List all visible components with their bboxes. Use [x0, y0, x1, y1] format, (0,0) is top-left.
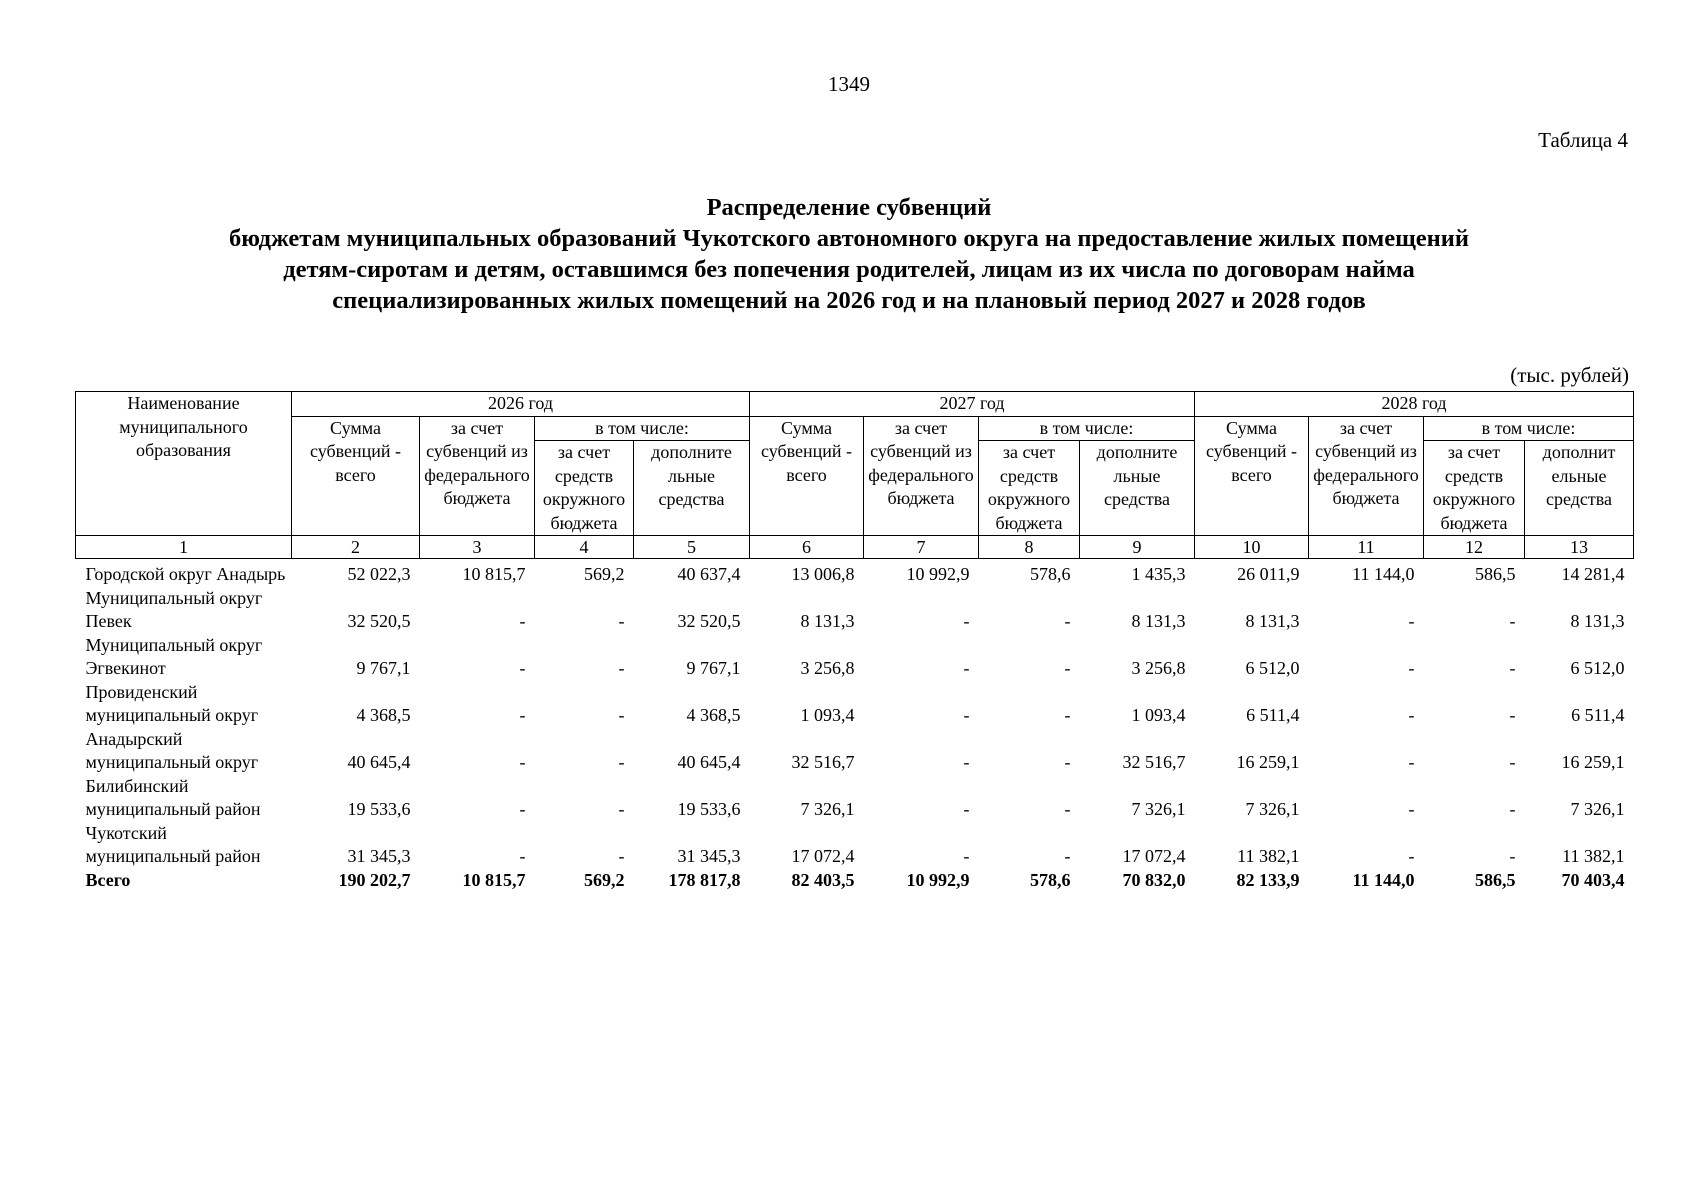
total-label: Всего: [85, 869, 131, 890]
value-cell: 16 259,1: [1561, 752, 1625, 772]
total-value: 70 403,4: [1561, 869, 1625, 890]
value-cell: -: [1408, 658, 1415, 678]
value-cell: -: [1408, 752, 1415, 772]
value-cell: -: [1408, 846, 1415, 866]
value-cell: -: [963, 846, 970, 866]
header-name-column: Наименование муниципального образования: [76, 392, 292, 536]
value-cell: -: [1064, 658, 1071, 678]
value-cell: 11 382,1: [1562, 846, 1625, 866]
header-federal-2028: за счет субвенций из федерального бюджета: [1309, 416, 1424, 536]
value-cell: 10 992,9: [906, 564, 970, 584]
total-value: 569,2: [584, 869, 625, 890]
value-cell: -: [618, 752, 625, 772]
total-value: 586,5: [1475, 869, 1516, 890]
value-cell: 9 767,1: [356, 658, 411, 678]
value-cell: -: [1064, 799, 1071, 819]
table-row: [76, 775, 1634, 822]
column-number: 11: [1309, 536, 1424, 559]
value-cell: 1 435,3: [1131, 564, 1186, 584]
value-cell: -: [618, 705, 625, 725]
value-cell: 3 256,8: [800, 658, 855, 678]
total-value: 70 832,0: [1122, 869, 1186, 890]
table-row: [76, 559, 1634, 587]
value-cell: -: [519, 658, 526, 678]
value-cell: 4 368,5: [356, 705, 411, 725]
value-cell: -: [1509, 799, 1516, 819]
value-cell: -: [519, 799, 526, 819]
page-number: 1349: [828, 72, 870, 96]
value-cell: -: [618, 799, 625, 819]
header-total-2027: Сумма субвенций - всего: [750, 416, 864, 536]
table-row: [76, 587, 1634, 634]
value-cell: -: [519, 752, 526, 772]
value-cell: -: [963, 705, 970, 725]
value-cell: 31 345,3: [677, 846, 741, 866]
header-extra-2026: дополните льные средства: [634, 441, 750, 536]
value-cell: -: [1408, 799, 1415, 819]
total-value: 82 133,9: [1236, 869, 1300, 890]
value-cell: -: [1408, 611, 1415, 631]
value-cell: -: [1509, 752, 1516, 772]
value-cell: -: [519, 846, 526, 866]
total-value: 578,6: [1030, 869, 1071, 890]
total-row: [76, 869, 1634, 893]
municipality-name: Чукотский муниципальный район: [85, 822, 261, 866]
value-cell: 17 072,4: [791, 846, 855, 866]
value-cell: 32 516,7: [791, 752, 855, 772]
value-cell: -: [1509, 658, 1516, 678]
header-federal-2027: за счет субвенций из федерального бюджета: [864, 416, 979, 536]
header-total-2026: Сумма субвенций - всего: [292, 416, 420, 536]
table-body: [76, 559, 1634, 893]
header-okrug-2026: за счет средств окружного бюджета: [535, 441, 634, 536]
value-cell: 32 516,7: [1122, 752, 1186, 772]
title-line: детям-сиротам и детям, оставшимся без попечения родителей, лицам из их числа по договорам найма: [283, 256, 1415, 283]
title-line: бюджетам муниципальных образований Чукотского автономного округа на предоставление жилых помещений: [229, 225, 1469, 252]
column-number: 4: [535, 536, 634, 559]
value-cell: -: [1509, 611, 1516, 631]
table-row: [76, 634, 1634, 681]
value-cell: -: [1064, 846, 1071, 866]
municipality-name: Анадырский муниципальный округ: [85, 728, 259, 772]
header-total-2028: Сумма субвенций - всего: [1195, 416, 1309, 536]
value-cell: 13 006,8: [791, 564, 855, 584]
total-value: 178 817,8: [668, 869, 741, 890]
value-cell: -: [1509, 705, 1516, 725]
title-line: Распределение субвенций: [706, 194, 992, 221]
units-label: (тыс. рублей): [1510, 363, 1629, 387]
value-cell: -: [618, 611, 625, 631]
total-value: 10 815,7: [462, 869, 526, 890]
column-number: 12: [1424, 536, 1525, 559]
value-cell: 32 520,5: [347, 611, 411, 631]
value-cell: -: [963, 752, 970, 772]
value-cell: 11 144,0: [1352, 564, 1415, 584]
value-cell: 10 815,7: [462, 564, 526, 584]
municipality-name: Муниципальный округ Эгвекинот: [85, 634, 263, 678]
value-cell: 6 511,4: [1571, 705, 1625, 725]
total-value: 11 144,0: [1352, 869, 1415, 890]
value-cell: 6 512,0: [1570, 658, 1625, 678]
value-cell: 7 326,1: [1570, 799, 1625, 819]
document-title: [100, 192, 1598, 316]
value-cell: 40 645,4: [677, 752, 741, 772]
value-cell: 1 093,4: [800, 705, 855, 725]
value-cell: 8 131,3: [1570, 611, 1625, 631]
value-cell: 7 326,1: [800, 799, 855, 819]
table-row: [76, 681, 1634, 728]
value-cell: 19 533,6: [347, 799, 411, 819]
header-okrug-2027: за счет средств окружного бюджета: [979, 441, 1080, 536]
value-cell: -: [519, 705, 526, 725]
value-cell: 16 259,1: [1236, 752, 1300, 772]
column-number: 10: [1195, 536, 1309, 559]
value-cell: 11 382,1: [1237, 846, 1300, 866]
table-label: Таблица 4: [1538, 128, 1628, 152]
title-line: специализированных жилых помещений на 2026 год и на плановый период 2027 и 2028 годов: [332, 287, 1366, 314]
value-cell: 9 767,1: [686, 658, 741, 678]
value-cell: 6 512,0: [1245, 658, 1300, 678]
header-federal-2026: за счет субвенций из федерального бюджета: [420, 416, 535, 536]
value-cell: 32 520,5: [677, 611, 741, 631]
column-number: 7: [864, 536, 979, 559]
value-cell: 7 326,1: [1245, 799, 1300, 819]
value-cell: -: [963, 799, 970, 819]
value-cell: 569,2: [584, 564, 625, 584]
value-cell: -: [1064, 705, 1071, 725]
column-number: 3: [420, 536, 535, 559]
municipality-name: Провиденский муниципальный округ: [85, 681, 259, 725]
value-cell: -: [963, 658, 970, 678]
value-cell: -: [1408, 705, 1415, 725]
value-cell: 8 131,3: [1131, 611, 1186, 631]
total-value: 190 202,7: [338, 869, 411, 890]
value-cell: 17 072,4: [1122, 846, 1186, 866]
value-cell: 8 131,3: [1245, 611, 1300, 631]
value-cell: 19 533,6: [677, 799, 741, 819]
column-number: 9: [1080, 536, 1195, 559]
value-cell: 52 022,3: [347, 564, 411, 584]
value-cell: 40 637,4: [677, 564, 741, 584]
value-cell: 1 093,4: [1131, 705, 1186, 725]
table-row: [76, 822, 1634, 869]
value-cell: 14 281,4: [1561, 564, 1625, 584]
header-extra-2027: дополните льные средства: [1080, 441, 1195, 536]
value-cell: 26 011,9: [1237, 564, 1300, 584]
table-row: [76, 728, 1634, 775]
value-cell: -: [618, 658, 625, 678]
total-value: 82 403,5: [791, 869, 855, 890]
municipality-name: Муниципальный округ Певек: [85, 587, 263, 631]
value-cell: 8 131,3: [800, 611, 855, 631]
municipality-name: Городской округ Анадырь: [85, 564, 286, 584]
value-cell: 40 645,4: [347, 752, 411, 772]
column-number: 1: [76, 536, 292, 559]
value-cell: 3 256,8: [1131, 658, 1186, 678]
value-cell: -: [618, 846, 625, 866]
value-cell: 586,5: [1475, 564, 1516, 584]
value-cell: 4 368,5: [686, 705, 741, 725]
value-cell: 31 345,3: [347, 846, 411, 866]
total-value: 10 992,9: [906, 869, 970, 890]
value-cell: 578,6: [1030, 564, 1071, 584]
value-cell: 7 326,1: [1131, 799, 1186, 819]
value-cell: -: [1509, 846, 1516, 866]
header-year-2026: 2026 год: [292, 392, 750, 417]
value-cell: -: [1064, 752, 1071, 772]
column-number: 6: [750, 536, 864, 559]
subsidy-table: [75, 391, 1634, 892]
column-number: 5: [634, 536, 750, 559]
header-year-2027: 2027 год: [750, 392, 1195, 417]
header-including-2026: в том числе:: [535, 416, 750, 441]
header-okrug-2028: за счет средств окружного бюджета: [1424, 441, 1525, 536]
column-number: 2: [292, 536, 420, 559]
value-cell: -: [963, 611, 970, 631]
header-including-2028: в том числе:: [1424, 416, 1634, 441]
header-year-2028: 2028 год: [1195, 392, 1634, 417]
value-cell: -: [1064, 611, 1071, 631]
municipality-name: Билибинский муниципальный район: [85, 775, 261, 819]
column-number: 8: [979, 536, 1080, 559]
header-extra-2028: дополнит ельные средства: [1525, 441, 1634, 536]
value-cell: -: [519, 611, 526, 631]
value-cell: 6 511,4: [1246, 705, 1300, 725]
header-including-2027: в том числе:: [979, 416, 1195, 441]
column-number: 13: [1525, 536, 1634, 559]
